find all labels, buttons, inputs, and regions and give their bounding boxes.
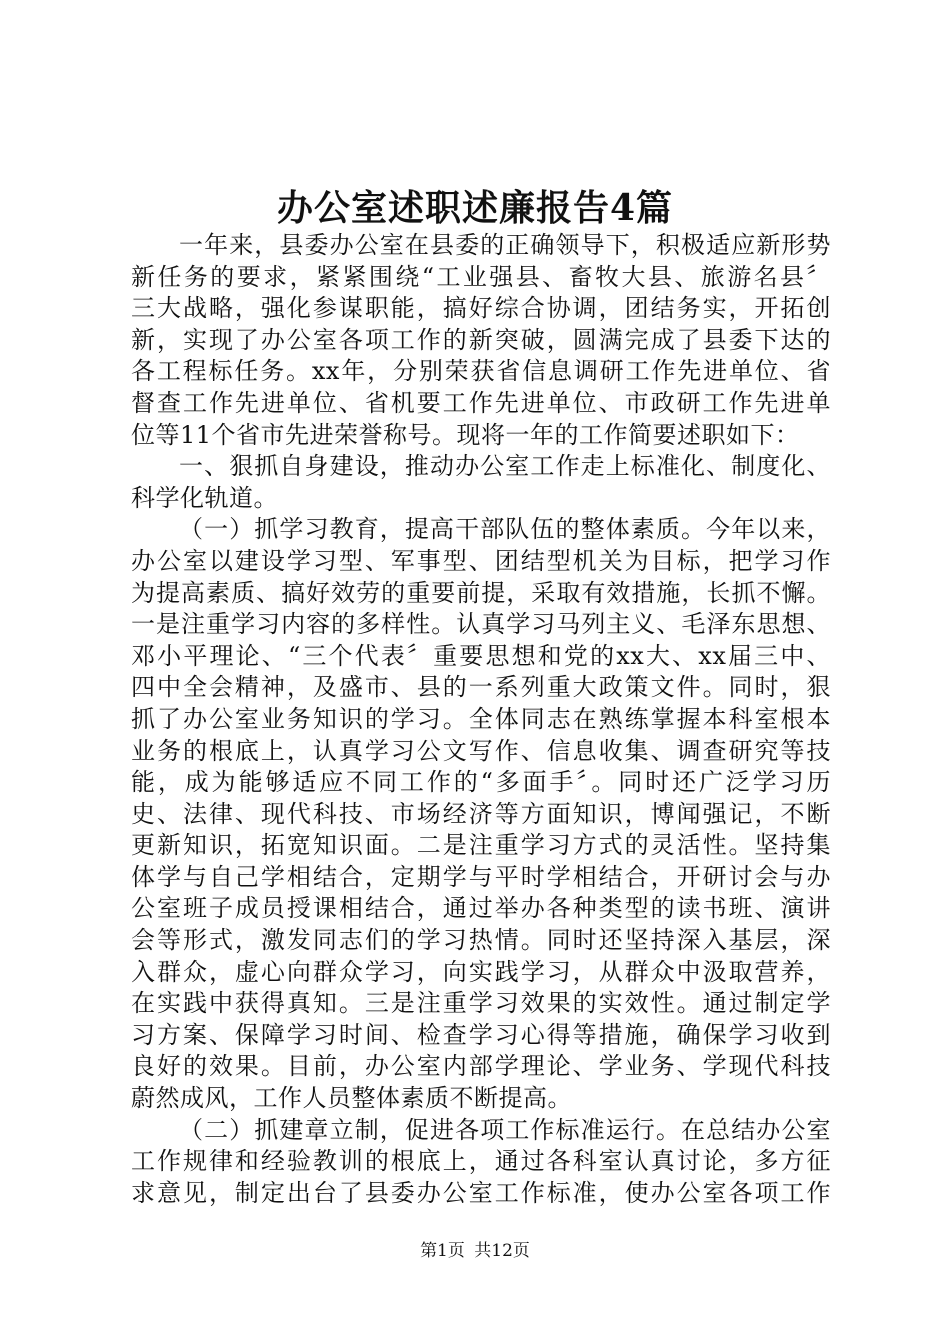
document-title: 办公室述职述廉报告4篇 xyxy=(276,187,674,229)
body-line: 良好的效果。目前，办公室内部学理论、学业务、学现代科技 xyxy=(131,1052,831,1081)
document-body xyxy=(131,230,831,1209)
body-line: 邓小平理论、“三个代表〞重要思想和党的xx大、xx届三中、 xyxy=(131,641,831,670)
body-line: 新，实现了办公室各项工作的新突破，圆满完成了县委下达的 xyxy=(131,325,831,354)
body-line: 习方案、保障学习时间、检查学习心得等措施，确保学习收到 xyxy=(131,1020,831,1049)
body-line: 在实践中获得真知。三是注重学习效果的实效性。通过制定学 xyxy=(131,989,831,1018)
body-line: 抓了办公室业务知识的学习。全体同志在熟练掌握本科室根本 xyxy=(131,704,831,733)
body-line: （二）抓建章立制，促进各项工作标准运行。在总结办公室 xyxy=(179,1115,831,1144)
body-line: 四中全会精神，及盛市、县的一系列重大政策文件。同时，狠 xyxy=(131,673,831,702)
section-heading-line: 一、狠抓自身建设，推动办公室工作走上标准化、制度化、 xyxy=(179,452,831,481)
page-footer xyxy=(0,1239,950,1263)
body-line: 会等形式，激发同志们的学习热情。同时还坚持深入基层，深 xyxy=(131,926,831,955)
body-line: 办公室以建设学习型、军事型、团结型机关为目标，把学习作 xyxy=(131,546,831,575)
body-line: 督查工作先进单位、省机要工作先进单位、市政研工作先进单 xyxy=(131,388,831,417)
body-line: 为提高素质、搞好效劳的重要前提，采取有效措施，长抓不懈。 xyxy=(131,578,831,607)
body-line: 位等11个省市先进荣誉称号。现将一年的工作简要述职如下： xyxy=(131,420,800,449)
body-line: 更新知识，拓宽知识面。二是注重学习方式的灵活性。坚持集 xyxy=(131,831,831,860)
body-line: 各工程标任务。xx年，分别荣获省信息调研工作先进单位、省 xyxy=(131,357,831,386)
body-line: 一年来，县委办公室在县委的正确领导下，积极适应新形势 xyxy=(179,231,831,259)
body-line: 工作规律和经验教训的根底上，通过各科室认真讨论，多方征 xyxy=(131,1147,831,1176)
body-line: 公室班子成员授课相结合，通过举办各种类型的读书班、演讲 xyxy=(131,894,831,923)
page-number: 第1页 xyxy=(420,1241,465,1261)
body-line: 入群众，虚心向群众学习，向实践学习，从群众中汲取营养， xyxy=(131,957,831,986)
body-line: 一是注重学习内容的多样性。认真学习马列主义、毛泽东思想、 xyxy=(131,610,831,639)
page-total: 共12页 xyxy=(474,1241,530,1261)
body-line: 能，成为能够适应不同工作的“多面手〞。同时还广泛学习历 xyxy=(131,768,831,797)
body-line: 三大战略，强化参谋职能，搞好综合协调，团结务实，开拓创 xyxy=(131,294,831,323)
body-line: （一）抓学习教育，提高干部队伍的整体素质。今年以来， xyxy=(179,515,831,544)
body-line: 业务的根底上，认真学习公文写作、信息收集、调查研究等技 xyxy=(131,736,831,765)
section-heading-line: 科学化轨道。 xyxy=(131,483,278,512)
body-line: 史、法律、现代科技、市场经济等方面知识，博闻强记，不断 xyxy=(131,799,831,828)
body-line: 蔚然成风，工作人员整体素质不断提高。 xyxy=(131,1084,572,1113)
body-line: 新任务的要求，紧紧围绕“工业强县、畜牧大县、旅游名县〞 xyxy=(131,262,831,291)
body-line: 体学与自己学相结合，定期学与平时学相结合，开研讨会与办 xyxy=(131,862,831,891)
body-line: 求意见，制定出台了县委办公室工作标准，使办公室各项工作 xyxy=(131,1178,831,1207)
